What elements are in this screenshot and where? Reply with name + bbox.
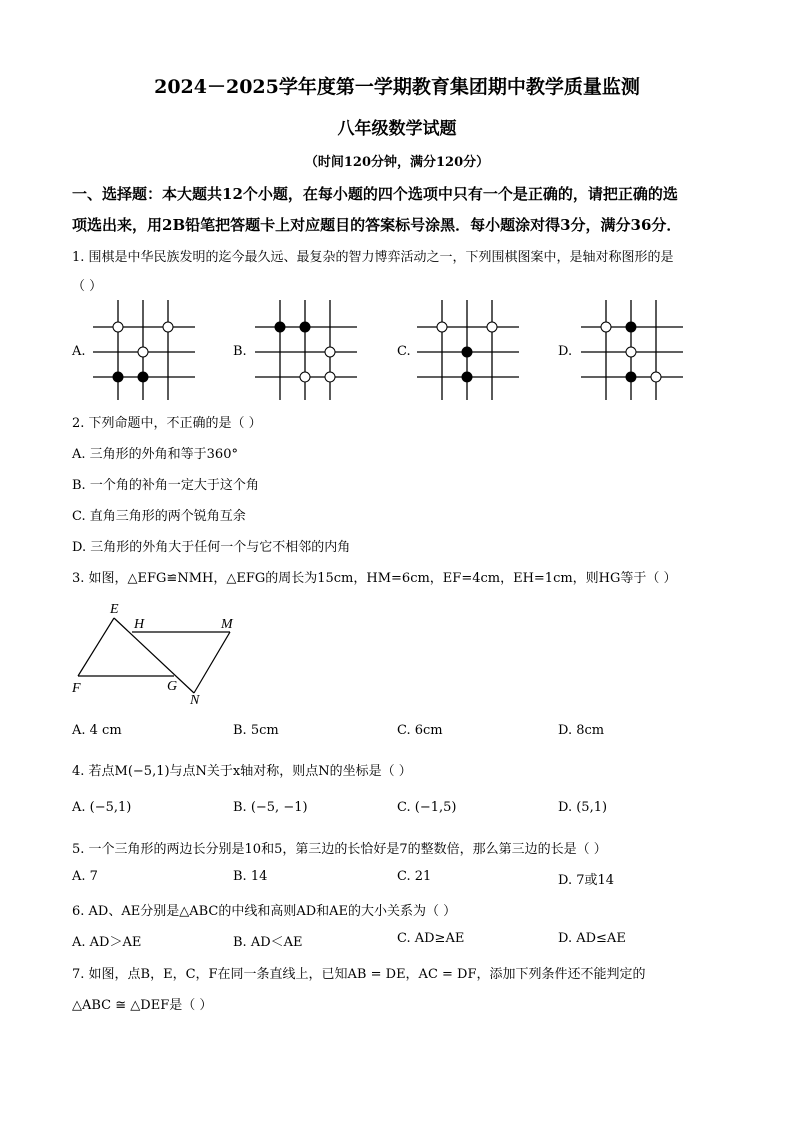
q5-option-d: D. 7或14 <box>558 873 615 888</box>
label-m: M <box>221 617 233 632</box>
q1-option-d-label: D. <box>558 344 573 359</box>
label-g: G <box>167 679 178 694</box>
white-stone <box>113 322 123 332</box>
q1-go-board-a <box>93 300 195 400</box>
q6-stem: 6. AD、AE分别是△ABC的中线和高则AD和AE的大小关系为（ ） <box>72 904 457 919</box>
q1-blank: （ ） <box>72 279 103 294</box>
black-stone <box>626 322 636 332</box>
black-stone <box>275 322 285 332</box>
edge-en <box>114 618 194 693</box>
q3-stem: 3. 如图，△EFG≌NMH，△EFG的周长为15cm，HM=6cm，EF=4cm，EH=1cm，则HG等于（ ） <box>72 571 677 586</box>
q4-option-a: A. (−5,1) <box>72 800 132 815</box>
black-stone <box>113 372 123 382</box>
label-n: N <box>190 693 200 708</box>
black-stone <box>300 322 310 332</box>
q6-option-b: B. AD＜AE <box>233 935 303 950</box>
q6-option-d: D. AD≤AE <box>558 931 626 946</box>
time-note: （时间120分钟，满分120分） <box>304 155 490 170</box>
q3-option-c: C. 6cm <box>397 723 443 738</box>
q3-option-d: D. 8cm <box>558 723 605 738</box>
q1-stem: 1. 围棋是中华民族发明的迄今最久远、最复杂的智力博弈活动之一，下列围棋图案中，是轴对称图形的是 <box>72 250 674 265</box>
white-stone <box>163 322 173 332</box>
q1-go-board-b <box>255 300 357 400</box>
q3-option-b: B. 5cm <box>233 723 279 738</box>
q2-option-c: C. 直角三角形的两个锐角互余 <box>72 509 246 524</box>
label-h: H <box>134 617 145 632</box>
q7-stem-line1: 7. 如图，点B，E，C，F在同一条直线上，已知AB = DE，AC = DF，添加下列条件还不能判定的 <box>72 967 646 982</box>
q5-stem: 5. 一个三角形的两边长分别是10和5，第三边的长恰好是7的整数倍，那么第三边的长是（ ） <box>72 842 607 857</box>
white-stone <box>651 372 661 382</box>
q3-option-a: A. 4 cm <box>72 723 122 738</box>
white-stone <box>138 347 148 357</box>
label-e: E <box>110 602 119 617</box>
q1-go-board-c <box>417 300 519 400</box>
white-stone <box>601 322 611 332</box>
section-heading-line2: 项选出来，用2B铅笔把答题卡上对应题目的答案标号涂黑．每小题涂对得3分，满分36分． <box>72 216 682 234</box>
q2-option-d: D. 三角形的外角大于任何一个与它不相邻的内角 <box>72 540 351 555</box>
q4-option-c: C. (−1,5) <box>397 800 457 815</box>
section-heading-line1: 一、选择题：本大题共12个小题，在每小题的四个选项中只有一个是正确的，请把正确的选 <box>72 185 678 203</box>
black-stone <box>138 372 148 382</box>
q1-go-board-d <box>581 300 683 400</box>
black-stone <box>626 372 636 382</box>
q4-option-b: B. (−5, −1) <box>233 800 308 815</box>
exam-title: 2024－2025学年度第一学期教育集团期中教学质量监测 <box>154 76 640 98</box>
q5-option-a: A. 7 <box>72 869 98 884</box>
q6-option-a: A. AD＞AE <box>72 935 142 950</box>
q1-option-b-label: B. <box>233 344 247 359</box>
q7-stem-line2: △ABC ≅ △DEF是（ ） <box>72 998 213 1013</box>
white-stone <box>325 372 335 382</box>
white-stone <box>325 347 335 357</box>
edge-ef <box>78 618 114 676</box>
white-stone <box>626 347 636 357</box>
q1-option-c-label: C. <box>397 344 411 359</box>
q4-option-d: D. (5,1) <box>558 800 608 815</box>
exam-subtitle: 八年级数学试题 <box>337 119 457 139</box>
q3-triangle-figure <box>70 598 250 708</box>
black-stone <box>462 347 472 357</box>
q6-option-c: C. AD≥AE <box>397 931 465 946</box>
q5-option-b: B. 14 <box>233 869 268 884</box>
label-f: F <box>72 681 81 696</box>
q2-stem: 2. 下列命题中，不正确的是（ ） <box>72 416 262 431</box>
q4-stem: 4. 若点M(−5,1)与点N关于x轴对称，则点N的坐标是（ ） <box>72 764 412 779</box>
q2-option-b: B. 一个角的补角一定大于这个角 <box>72 478 259 493</box>
q2-option-a: A. 三角形的外角和等于360° <box>72 447 238 462</box>
black-stone <box>462 372 472 382</box>
white-stone <box>437 322 447 332</box>
q1-option-a-label: A. <box>72 344 86 359</box>
edge-mn <box>194 632 230 693</box>
white-stone <box>487 322 497 332</box>
q5-option-c: C. 21 <box>397 869 432 884</box>
white-stone <box>300 372 310 382</box>
